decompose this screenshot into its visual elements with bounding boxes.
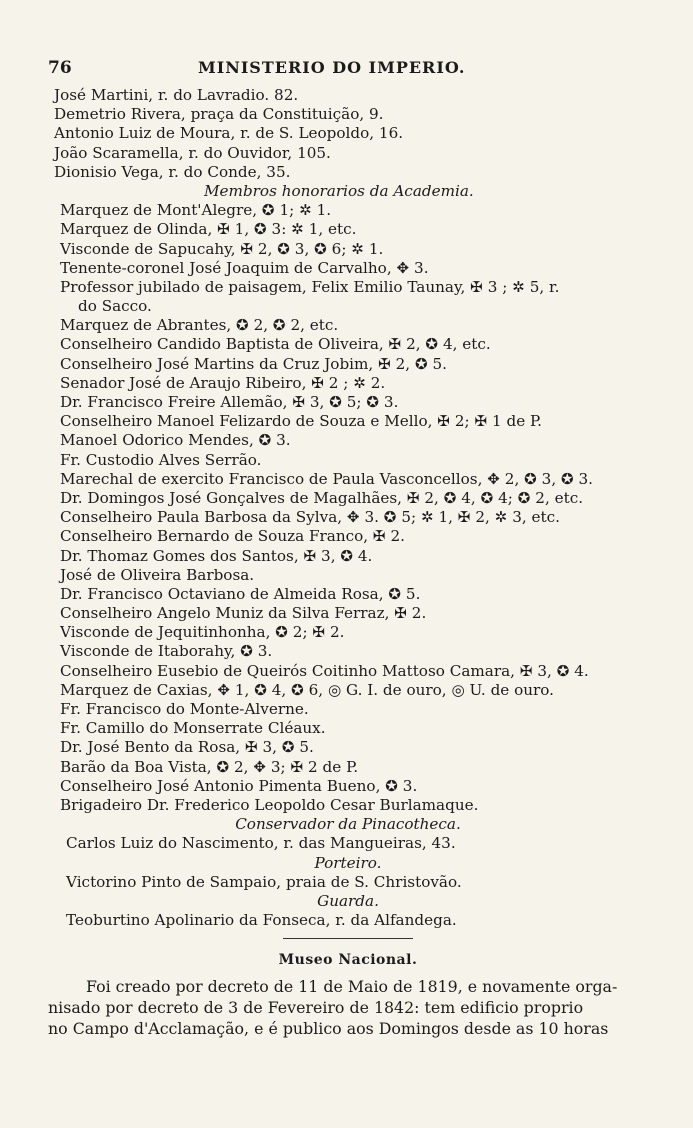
section-heading-guard: Guarda.	[317, 891, 379, 910]
list-item: Fr. Custodio Alves Serrão.	[60, 450, 262, 469]
section-divider	[283, 938, 413, 939]
list-item: Brigadeiro Dr. Frederico Leopoldo Cesar Burlamaque.	[60, 795, 479, 814]
list-item: Demetrio Rivera, praça da Constituição, 9.	[54, 105, 384, 124]
page-header	[48, 58, 657, 84]
list-item: José de Oliveira Barbosa.	[60, 565, 255, 584]
list-item: Marquez de Caxias, ✥ 1, ✪ 4, ✪ 6, ◎ G. I. de ouro, ◎ U. de ouro.	[60, 680, 555, 699]
list-item: Senador José de Araujo Ribeiro, ✠ 2 ; ✲ 2.	[60, 373, 386, 392]
list-item: Fr. Francisco do Monte-Alverne.	[60, 700, 309, 718]
paragraph-line: Foi creado por decreto de 11 de Maio de 1819, e novamente orga-	[86, 977, 618, 997]
list-item-continuation: do Sacco.	[78, 297, 152, 316]
list-item: Visconde de Jequitinhonha, ✪ 2; ✠ 2.	[60, 623, 345, 642]
list-item: José Martini, r. do Lavradio. 82.	[54, 86, 299, 104]
list-item: Barão da Boa Vista, ✪ 2, ✥ 3; ✠ 2 de P.	[60, 757, 359, 776]
page-body	[48, 86, 648, 1039]
list-item: Carlos Luiz do Nascimento, r. das Mangueiras, 43.	[66, 834, 456, 853]
list-item: Dr. Francisco Freire Allemão, ✠ 3, ✪ 5; ✪ 3.	[60, 393, 399, 411]
section-title-museum: Museo Nacional.	[278, 952, 418, 969]
list-item: Conselheiro Eusebio de Queirós Coitinho Mattoso Camara, ✠ 3, ✪ 4.	[60, 661, 589, 680]
list-item: Dionisio Vega, r. do Conde, 35.	[54, 162, 291, 181]
museum-paragraph	[48, 976, 648, 1039]
list-item: Dr. Thomaz Gomes dos Santos, ✠ 3, ✪ 4.	[60, 546, 373, 565]
list-item: Tenente-coronel José Joaquim de Carvalho, ✥ 3.	[60, 258, 429, 277]
list-item: Conselheiro Bernardo de Souza Franco, ✠ 2.	[60, 527, 405, 546]
list-item: Visconde de Itaborahy, ✪ 3.	[60, 642, 273, 661]
list-item: Marquez de Abrantes, ✪ 2, ✪ 2, etc.	[60, 316, 339, 335]
list-item: Teoburtino Apolinario da Fonseca, r. da Alfandega.	[66, 911, 457, 930]
list-item: Antonio Luiz de Moura, r. de S. Leopoldo, 16.	[54, 124, 404, 143]
list-item: Conselheiro José Martins da Cruz Jobim, ✠ 2, ✪ 5.	[60, 354, 447, 373]
list-item: Professor jubilado de paisagem, Felix Emilio Taunay, ✠ 3 ; ✲ 5, r.	[60, 277, 560, 296]
list-item: Conselheiro Candido Baptista de Oliveira, ✠ 2, ✪ 4, etc.	[60, 335, 491, 354]
list-item: Marquez de Mont'Alegre, ✪ 1; ✲ 1.	[60, 201, 332, 220]
section-heading-curator: Conservador da Pinacotheca.	[235, 815, 461, 834]
list-item: Marquez de Olinda, ✠ 1, ✪ 3: ✲ 1, etc.	[60, 220, 357, 239]
list-item: Visconde de Sapucahy, ✠ 2, ✪ 3, ✪ 6; ✲ 1.	[60, 239, 384, 258]
list-item: Manoel Odorico Mendes, ✪ 3.	[60, 431, 291, 450]
running-title: MINISTERIO DO IMPERIO.	[198, 58, 466, 77]
list-item: Dr. Domingos José Gonçalves de Magalhães, ✠ 2, ✪ 4, ✪ 4; ✪ 2, etc.	[60, 488, 584, 507]
page-number: 76	[48, 58, 72, 78]
list-item: Conselheiro Paula Barbosa da Sylva, ✥ 3. ✪ 5; ✲ 1, ✠ 2, ✲ 3, etc.	[60, 508, 560, 527]
list-item: Dr. Francisco Octaviano de Almeida Rosa, ✪ 5.	[60, 584, 421, 603]
paragraph-line: no Campo d'Acclamação, e é publico aos Domingos desde as 10 horas	[48, 1019, 609, 1039]
list-item: Conselheiro Manoel Felizardo de Souza e Mello, ✠ 2; ✠ 1 de P.	[60, 412, 542, 431]
list-item: Conselheiro José Antonio Pimenta Bueno, ✪ 3.	[60, 776, 418, 795]
section-heading-porter: Porteiro.	[314, 853, 382, 872]
paragraph-line: nisado por decreto de 3 de Fevereiro de 1842: tem edificio proprio	[48, 998, 584, 1018]
list-item: Conselheiro Angelo Muniz da Silva Ferraz, ✠ 2.	[60, 604, 427, 623]
list-item: Fr. Camillo do Monserrate Cléaux.	[60, 719, 326, 738]
list-item: João Scaramella, r. do Ouvidor, 105.	[54, 143, 331, 162]
list-item: Dr. José Bento da Rosa, ✠ 3, ✪ 5.	[60, 738, 314, 757]
list-item: Victorino Pinto de Sampaio, praia de S. Christovão.	[66, 872, 462, 891]
section-heading-honorary: Membros honorarios da Academia.	[204, 181, 474, 200]
list-item: Marechal de exercito Francisco de Paula Vasconcellos, ✥ 2, ✪ 3, ✪ 3.	[60, 469, 594, 488]
